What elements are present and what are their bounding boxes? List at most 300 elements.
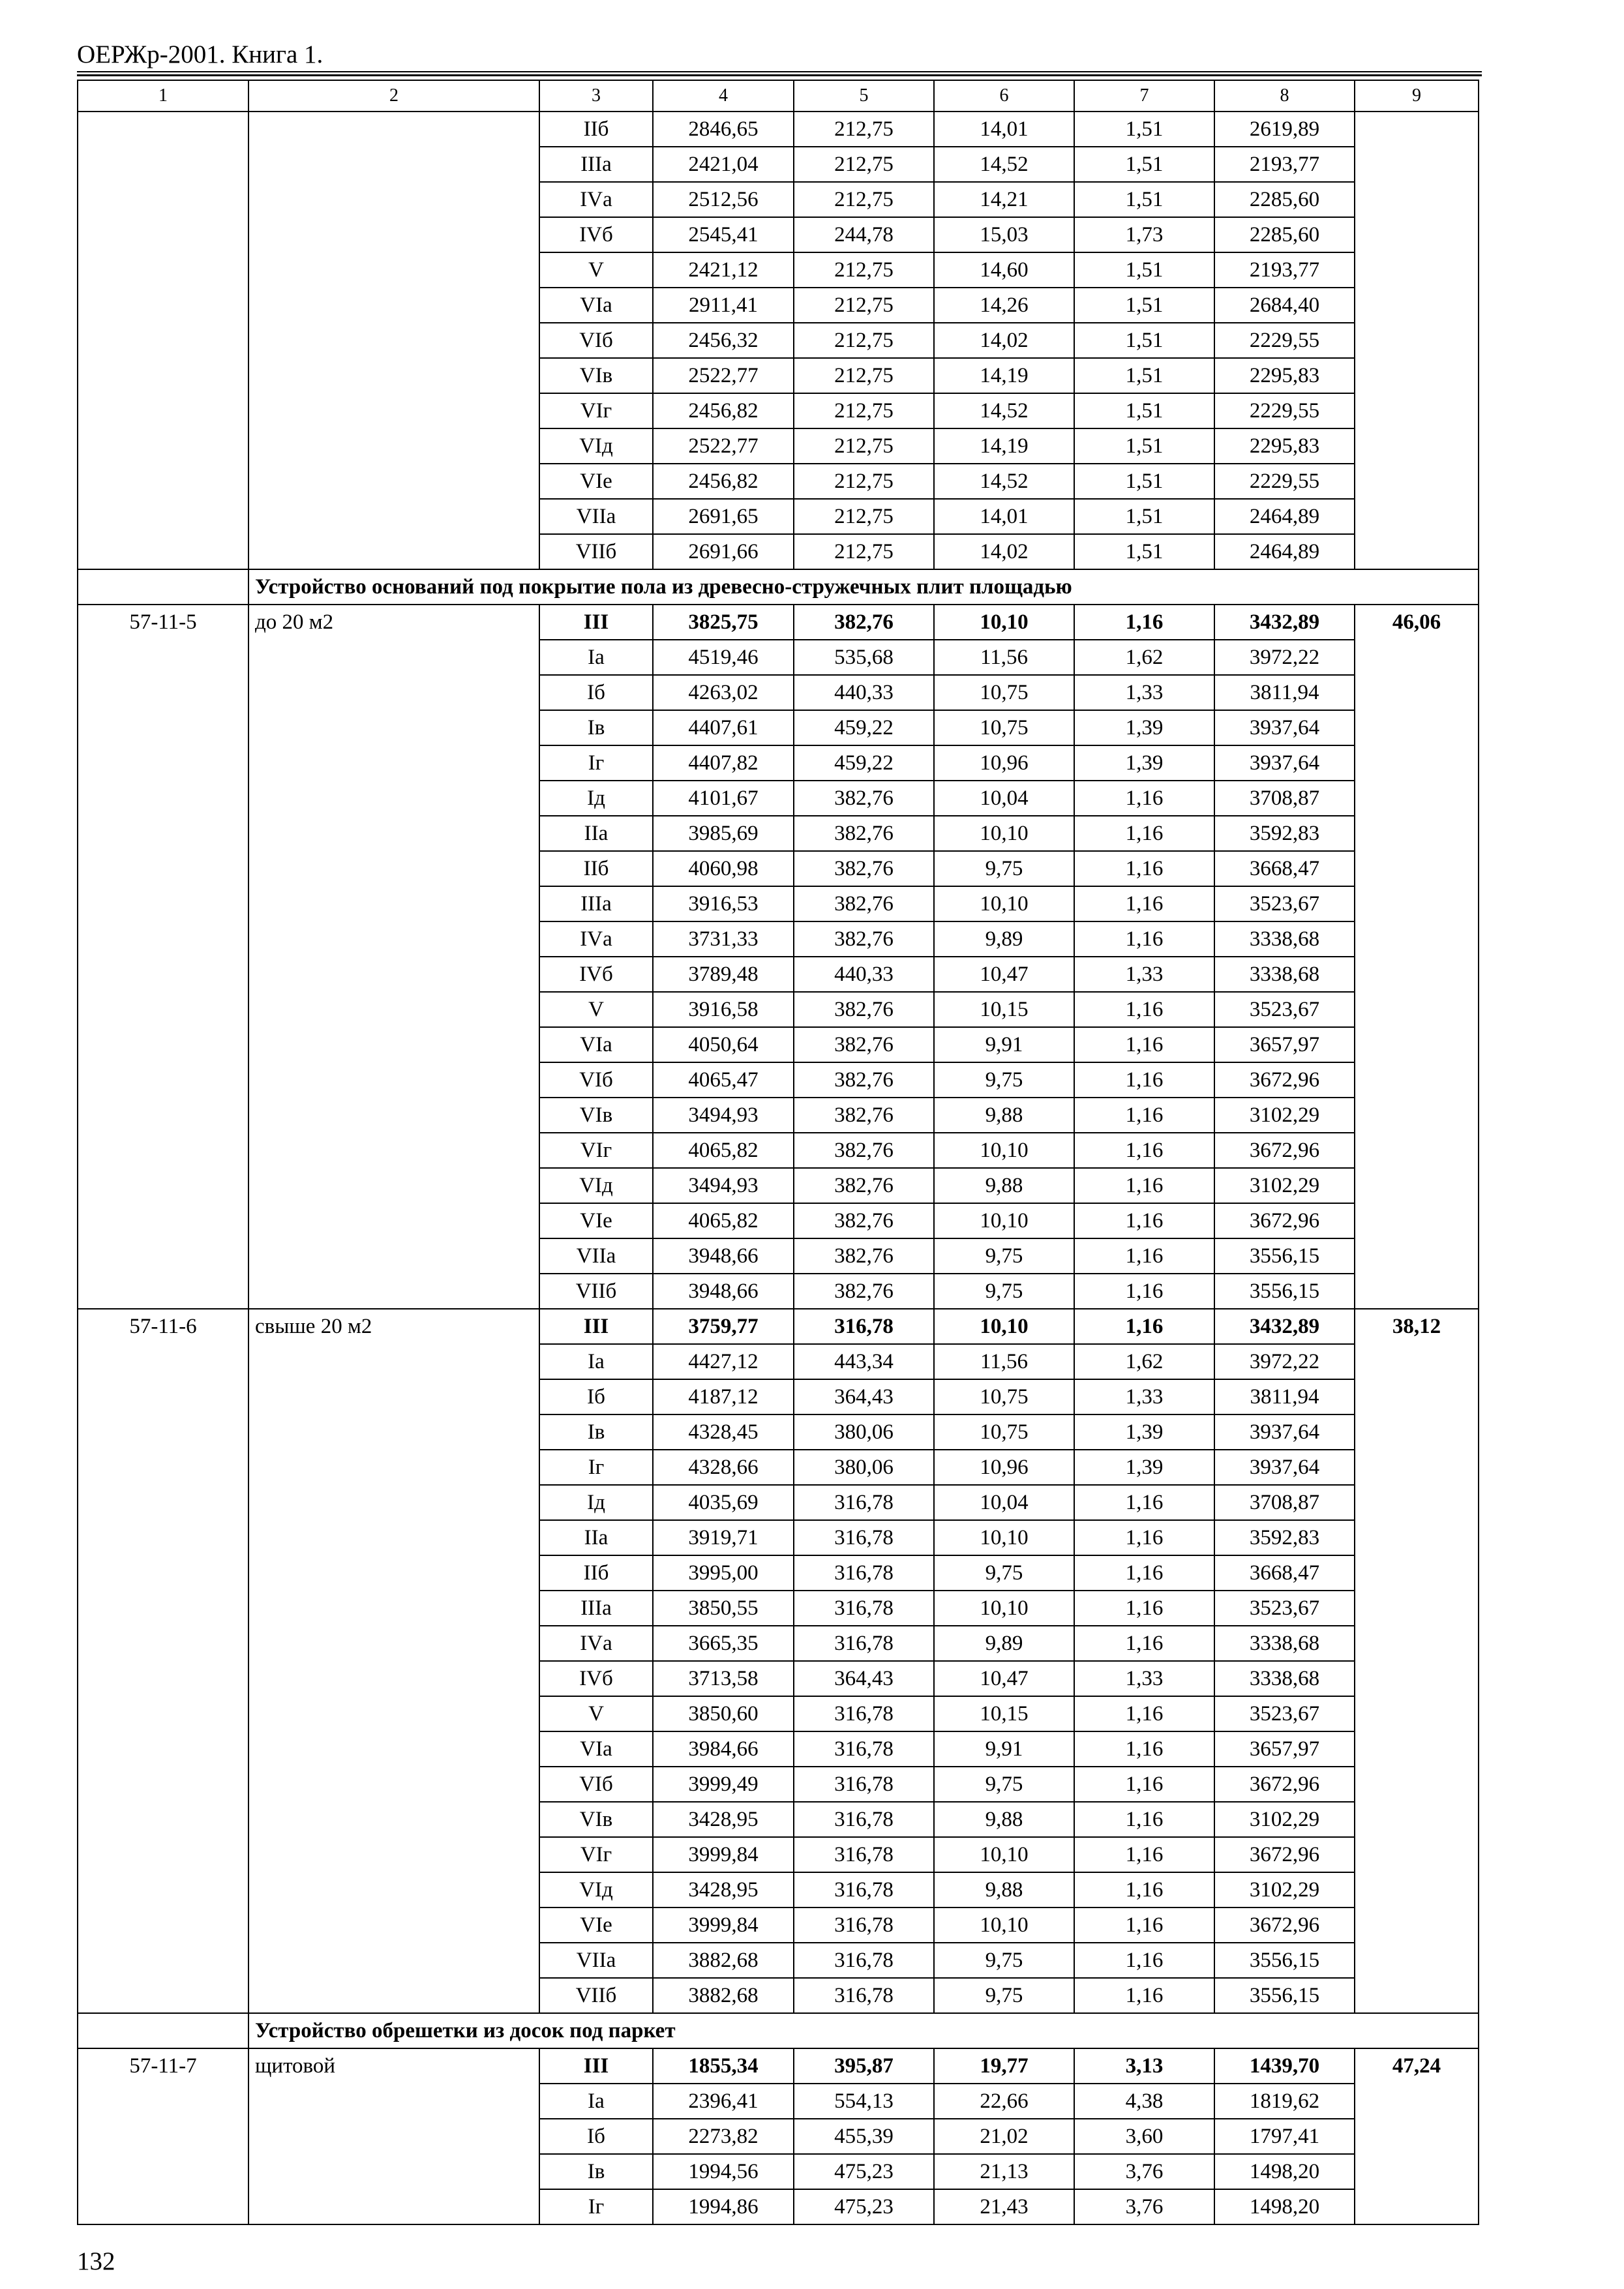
wages-cell: 316,78 (794, 1556, 935, 1591)
machines-cell: 14,02 (935, 323, 1075, 359)
zone-cell: Iб (540, 2119, 654, 2155)
materials-cell: 3556,15 (1215, 1239, 1355, 1274)
machines-cell: 10,75 (935, 1415, 1075, 1450)
machines-cell: 21,13 (935, 2155, 1075, 2190)
zone-cell: Iд (540, 781, 654, 816)
wages-cell: 382,76 (794, 993, 935, 1028)
machinist-wages-cell: 1,16 (1075, 1486, 1215, 1521)
machines-cell: 9,75 (935, 1556, 1075, 1591)
materials-cell: 3672,96 (1215, 1767, 1355, 1803)
direct-cost-cell: 3882,68 (654, 1943, 794, 1979)
wages-cell: 459,22 (794, 746, 935, 781)
wages-cell: 212,75 (794, 359, 935, 394)
wages-cell: 380,06 (794, 1450, 935, 1486)
wages-cell: 212,75 (794, 500, 935, 535)
materials-cell: 3556,15 (1215, 1274, 1355, 1309)
machines-cell: 9,88 (935, 1098, 1075, 1133)
materials-cell: 3972,22 (1215, 1345, 1355, 1380)
direct-cost-cell: 4065,82 (654, 1204, 794, 1239)
zone-cell: Iб (540, 676, 654, 711)
section-title: Устройство оснований под покрытие пола из древесно-стружечных плит площадью (249, 570, 1479, 605)
column-number-header: 6 (935, 81, 1075, 112)
materials-cell: 3672,96 (1215, 1063, 1355, 1098)
direct-cost-cell: 3731,33 (654, 922, 794, 957)
machinist-wages-cell: 3,13 (1075, 2049, 1215, 2084)
machinist-wages-cell: 1,51 (1075, 288, 1215, 323)
materials-cell: 3102,29 (1215, 1803, 1355, 1838)
materials-cell: 3937,64 (1215, 746, 1355, 781)
materials-cell: 2285,60 (1215, 218, 1355, 253)
wages-cell: 212,75 (794, 288, 935, 323)
wages-cell: 459,22 (794, 711, 935, 746)
zone-cell: IVб (540, 218, 654, 253)
zone-cell: IIIа (540, 1591, 654, 1626)
labor-cost-cell: 46,06 (1355, 605, 1479, 1309)
machines-cell: 10,10 (935, 887, 1075, 922)
materials-cell: 3592,83 (1215, 816, 1355, 852)
materials-cell: 2464,89 (1215, 500, 1355, 535)
materials-cell: 1797,41 (1215, 2119, 1355, 2155)
machines-cell: 10,75 (935, 711, 1075, 746)
machinist-wages-cell: 1,51 (1075, 112, 1215, 147)
materials-cell: 3937,64 (1215, 711, 1355, 746)
labor-cost-cell (1355, 112, 1479, 570)
machines-cell: 10,75 (935, 1380, 1075, 1415)
direct-cost-cell: 2691,66 (654, 535, 794, 570)
zone-cell: VIIб (540, 535, 654, 570)
materials-cell: 3672,96 (1215, 1133, 1355, 1169)
machines-cell: 10,96 (935, 1450, 1075, 1486)
machinist-wages-cell: 1,51 (1075, 183, 1215, 218)
machinist-wages-cell: 1,16 (1075, 1626, 1215, 1662)
direct-cost-cell: 3428,95 (654, 1803, 794, 1838)
direct-cost-cell: 3494,93 (654, 1098, 794, 1133)
direct-cost-cell: 4407,82 (654, 746, 794, 781)
zone-cell: IIб (540, 112, 654, 147)
code-cell: 57-11-7 (78, 2049, 249, 2225)
machines-cell: 22,66 (935, 2084, 1075, 2119)
materials-cell: 2619,89 (1215, 112, 1355, 147)
direct-cost-cell: 3789,48 (654, 957, 794, 993)
direct-cost-cell: 2456,32 (654, 323, 794, 359)
machinist-wages-cell: 1,16 (1075, 1803, 1215, 1838)
machines-cell: 9,75 (935, 1979, 1075, 2014)
machinist-wages-cell: 1,16 (1075, 1732, 1215, 1767)
direct-cost-cell: 3999,84 (654, 1838, 794, 1873)
document-title: ОЕРЖр-2001. Книга 1. (77, 40, 323, 68)
materials-cell: 3432,89 (1215, 1309, 1355, 1345)
zone-cell: III (540, 1309, 654, 1345)
direct-cost-cell: 3850,55 (654, 1591, 794, 1626)
machines-cell: 10,10 (935, 1521, 1075, 1556)
zone-cell: IVа (540, 922, 654, 957)
zone-cell: IVб (540, 1662, 654, 1697)
wages-cell: 316,78 (794, 1873, 935, 1908)
machines-cell: 9,88 (935, 1169, 1075, 1204)
machines-cell: 9,89 (935, 922, 1075, 957)
wages-cell: 316,78 (794, 1591, 935, 1626)
column-number-header: 5 (794, 81, 935, 112)
machinist-wages-cell: 1,62 (1075, 640, 1215, 676)
direct-cost-cell: 3919,71 (654, 1521, 794, 1556)
direct-cost-cell: 3916,58 (654, 993, 794, 1028)
materials-cell: 3523,67 (1215, 1591, 1355, 1626)
direct-cost-cell: 2456,82 (654, 394, 794, 429)
machinist-wages-cell: 1,16 (1075, 1943, 1215, 1979)
machinist-wages-cell: 1,16 (1075, 1239, 1215, 1274)
direct-cost-cell: 4065,82 (654, 1133, 794, 1169)
machines-cell: 14,19 (935, 429, 1075, 464)
wages-cell: 316,78 (794, 1521, 935, 1556)
wages-cell: 316,78 (794, 1803, 935, 1838)
machinist-wages-cell: 1,16 (1075, 1521, 1215, 1556)
direct-cost-cell: 2545,41 (654, 218, 794, 253)
machines-cell: 10,10 (935, 1133, 1075, 1169)
machinist-wages-cell: 1,16 (1075, 1274, 1215, 1309)
description-cell: до 20 м2 (249, 605, 540, 1309)
machinist-wages-cell: 1,16 (1075, 1873, 1215, 1908)
column-number-header: 7 (1075, 81, 1215, 112)
machines-cell: 9,75 (935, 1943, 1075, 1979)
materials-cell: 3432,89 (1215, 605, 1355, 640)
machines-cell: 14,01 (935, 112, 1075, 147)
zone-cell: V (540, 253, 654, 288)
machines-cell: 9,75 (935, 1767, 1075, 1803)
machines-cell: 11,56 (935, 1345, 1075, 1380)
direct-cost-cell: 4035,69 (654, 1486, 794, 1521)
machinist-wages-cell: 1,16 (1075, 993, 1215, 1028)
column-number-header: 3 (540, 81, 654, 112)
wages-cell: 212,75 (794, 112, 935, 147)
machines-cell: 10,10 (935, 605, 1075, 640)
zone-cell: IIIа (540, 147, 654, 183)
materials-cell: 2295,83 (1215, 429, 1355, 464)
machinist-wages-cell: 1,16 (1075, 781, 1215, 816)
materials-cell: 1819,62 (1215, 2084, 1355, 2119)
zone-cell: IVа (540, 183, 654, 218)
materials-cell: 3338,68 (1215, 1662, 1355, 1697)
direct-cost-cell: 4427,12 (654, 1345, 794, 1380)
page-number: 132 (77, 2247, 115, 2275)
wages-cell: 316,78 (794, 1838, 935, 1873)
machinist-wages-cell: 3,76 (1075, 2155, 1215, 2190)
wages-cell: 382,76 (794, 1169, 935, 1204)
direct-cost-cell: 4263,02 (654, 676, 794, 711)
direct-cost-cell: 3759,77 (654, 1309, 794, 1345)
wages-cell: 212,75 (794, 183, 935, 218)
materials-cell: 3668,47 (1215, 852, 1355, 887)
materials-cell: 3657,97 (1215, 1732, 1355, 1767)
wages-cell: 212,75 (794, 147, 935, 183)
materials-cell: 3592,83 (1215, 1521, 1355, 1556)
direct-cost-cell: 4519,46 (654, 640, 794, 676)
direct-cost-cell: 4050,64 (654, 1028, 794, 1063)
machinist-wages-cell: 1,39 (1075, 1450, 1215, 1486)
machinist-wages-cell: 1,16 (1075, 852, 1215, 887)
machines-cell: 14,19 (935, 359, 1075, 394)
machines-cell: 10,96 (935, 746, 1075, 781)
machines-cell: 10,15 (935, 1697, 1075, 1732)
direct-cost-cell: 2396,41 (654, 2084, 794, 2119)
direct-cost-cell: 3494,93 (654, 1169, 794, 1204)
direct-cost-cell: 4065,47 (654, 1063, 794, 1098)
wages-cell: 440,33 (794, 957, 935, 993)
wages-cell: 316,78 (794, 1486, 935, 1521)
zone-cell: VIIб (540, 1979, 654, 2014)
zone-cell: VIг (540, 1133, 654, 1169)
column-number-header: 2 (249, 81, 540, 112)
zone-cell: VIIа (540, 500, 654, 535)
materials-cell: 2229,55 (1215, 464, 1355, 500)
zone-cell: Iа (540, 2084, 654, 2119)
materials-cell: 3556,15 (1215, 1943, 1355, 1979)
wages-cell: 382,76 (794, 1028, 935, 1063)
direct-cost-cell: 2691,65 (654, 500, 794, 535)
column-number-header: 8 (1215, 81, 1355, 112)
materials-cell: 3672,96 (1215, 1838, 1355, 1873)
zone-cell: Iв (540, 711, 654, 746)
header-rule-thick (77, 74, 1482, 76)
wages-cell: 382,76 (794, 1274, 935, 1309)
machines-cell: 15,03 (935, 218, 1075, 253)
machinist-wages-cell: 1,16 (1075, 922, 1215, 957)
zone-cell: III (540, 605, 654, 640)
machines-cell: 14,26 (935, 288, 1075, 323)
machinist-wages-cell: 1,16 (1075, 1133, 1215, 1169)
zone-cell: VIд (540, 1169, 654, 1204)
direct-cost-cell: 3713,58 (654, 1662, 794, 1697)
machines-cell: 9,75 (935, 1239, 1075, 1274)
section-spacer-cell (78, 570, 249, 605)
direct-cost-cell: 3850,60 (654, 1697, 794, 1732)
direct-cost-cell: 2512,56 (654, 183, 794, 218)
zone-cell: IVб (540, 957, 654, 993)
zone-cell: Iб (540, 1380, 654, 1415)
machinist-wages-cell: 1,51 (1075, 500, 1215, 535)
zone-cell: VIе (540, 1204, 654, 1239)
machinist-wages-cell: 1,51 (1075, 464, 1215, 500)
machines-cell: 9,88 (935, 1803, 1075, 1838)
materials-cell: 2464,89 (1215, 535, 1355, 570)
wages-cell: 316,78 (794, 1697, 935, 1732)
materials-cell: 3708,87 (1215, 1486, 1355, 1521)
machinist-wages-cell: 1,16 (1075, 1697, 1215, 1732)
direct-cost-cell: 2846,65 (654, 112, 794, 147)
machines-cell: 10,75 (935, 676, 1075, 711)
machines-cell: 9,75 (935, 852, 1075, 887)
direct-cost-cell: 1855,34 (654, 2049, 794, 2084)
wages-cell: 316,78 (794, 1979, 935, 2014)
zone-cell: VIIб (540, 1274, 654, 1309)
machinist-wages-cell: 1,16 (1075, 1063, 1215, 1098)
zone-cell: VIд (540, 1873, 654, 1908)
machines-cell: 10,15 (935, 993, 1075, 1028)
machinist-wages-cell: 1,16 (1075, 1591, 1215, 1626)
machines-cell: 14,02 (935, 535, 1075, 570)
materials-cell: 2684,40 (1215, 288, 1355, 323)
zone-cell: VIIа (540, 1943, 654, 1979)
machines-cell: 10,10 (935, 1309, 1075, 1345)
zone-cell: VIб (540, 1063, 654, 1098)
materials-cell: 3972,22 (1215, 640, 1355, 676)
zone-cell: V (540, 993, 654, 1028)
zone-cell: IVа (540, 1626, 654, 1662)
materials-cell: 2193,77 (1215, 147, 1355, 183)
zone-cell: Iв (540, 2155, 654, 2190)
wages-cell: 535,68 (794, 640, 935, 676)
zone-cell: VIв (540, 1803, 654, 1838)
machinist-wages-cell: 1,16 (1075, 1309, 1215, 1345)
column-number-header: 9 (1355, 81, 1479, 112)
wages-cell: 382,76 (794, 816, 935, 852)
materials-cell: 2229,55 (1215, 323, 1355, 359)
direct-cost-cell: 2421,04 (654, 147, 794, 183)
wages-cell: 475,23 (794, 2155, 935, 2190)
machines-cell: 14,52 (935, 394, 1075, 429)
machinist-wages-cell: 1,16 (1075, 1979, 1215, 2014)
code-cell (78, 112, 249, 570)
direct-cost-cell: 3985,69 (654, 816, 794, 852)
section-title: Устройство обрешетки из досок под паркет (249, 2014, 1479, 2049)
machinist-wages-cell: 1,16 (1075, 1556, 1215, 1591)
description-cell: свыше 20 м2 (249, 1309, 540, 2014)
column-number-header: 4 (654, 81, 794, 112)
machines-cell: 9,91 (935, 1028, 1075, 1063)
materials-cell: 3523,67 (1215, 993, 1355, 1028)
wages-cell: 212,75 (794, 253, 935, 288)
materials-cell: 3523,67 (1215, 887, 1355, 922)
column-number-header: 1 (78, 81, 249, 112)
machines-cell: 14,21 (935, 183, 1075, 218)
machines-cell: 10,10 (935, 816, 1075, 852)
machines-cell: 10,47 (935, 1662, 1075, 1697)
description-cell: щитовой (249, 2049, 540, 2225)
wages-cell: 380,06 (794, 1415, 935, 1450)
direct-cost-cell: 3916,53 (654, 887, 794, 922)
machinist-wages-cell: 3,76 (1075, 2190, 1215, 2225)
direct-cost-cell: 2522,77 (654, 429, 794, 464)
materials-cell: 3672,96 (1215, 1908, 1355, 1943)
zone-cell: V (540, 1697, 654, 1732)
direct-cost-cell: 4187,12 (654, 1380, 794, 1415)
wages-cell: 316,78 (794, 1908, 935, 1943)
machines-cell: 14,60 (935, 253, 1075, 288)
zone-cell: IIб (540, 1556, 654, 1591)
wages-cell: 554,13 (794, 2084, 935, 2119)
machinist-wages-cell: 1,62 (1075, 1345, 1215, 1380)
code-cell: 57-11-5 (78, 605, 249, 1309)
zone-cell: VIб (540, 1767, 654, 1803)
materials-cell: 2193,77 (1215, 253, 1355, 288)
materials-cell: 3811,94 (1215, 676, 1355, 711)
materials-cell: 3102,29 (1215, 1169, 1355, 1204)
zone-cell: VIв (540, 1098, 654, 1133)
direct-cost-cell: 2522,77 (654, 359, 794, 394)
materials-cell: 3811,94 (1215, 1380, 1355, 1415)
machinist-wages-cell: 1,51 (1075, 253, 1215, 288)
zone-cell: Iг (540, 1450, 654, 1486)
machines-cell: 10,10 (935, 1908, 1075, 1943)
description-cell (249, 112, 540, 570)
materials-cell: 3338,68 (1215, 922, 1355, 957)
machinist-wages-cell: 1,51 (1075, 147, 1215, 183)
materials-cell: 1498,20 (1215, 2190, 1355, 2225)
zone-cell: VIг (540, 1838, 654, 1873)
direct-cost-cell: 3999,49 (654, 1767, 794, 1803)
direct-cost-cell: 3984,66 (654, 1732, 794, 1767)
materials-cell: 3102,29 (1215, 1098, 1355, 1133)
labor-cost-cell: 38,12 (1355, 1309, 1479, 2014)
zone-cell: VIа (540, 1732, 654, 1767)
direct-cost-cell: 1994,86 (654, 2190, 794, 2225)
materials-cell: 3672,96 (1215, 1204, 1355, 1239)
wages-cell: 316,78 (794, 1626, 935, 1662)
zone-cell: Iа (540, 1345, 654, 1380)
machinist-wages-cell: 1,16 (1075, 1204, 1215, 1239)
direct-cost-cell: 2421,12 (654, 253, 794, 288)
wages-cell: 212,75 (794, 429, 935, 464)
wages-cell: 382,76 (794, 922, 935, 957)
materials-cell: 1439,70 (1215, 2049, 1355, 2084)
direct-cost-cell: 2911,41 (654, 288, 794, 323)
wages-cell: 212,75 (794, 464, 935, 500)
materials-cell: 3338,68 (1215, 1626, 1355, 1662)
zone-cell: VIб (540, 323, 654, 359)
wages-cell: 316,78 (794, 1767, 935, 1803)
zone-cell: VIа (540, 1028, 654, 1063)
direct-cost-cell: 3995,00 (654, 1556, 794, 1591)
machinist-wages-cell: 1,33 (1075, 1380, 1215, 1415)
materials-cell: 3708,87 (1215, 781, 1355, 816)
zone-cell: VIг (540, 394, 654, 429)
machines-cell: 21,43 (935, 2190, 1075, 2225)
direct-cost-cell: 3882,68 (654, 1979, 794, 2014)
wages-cell: 382,76 (794, 1098, 935, 1133)
machines-cell: 14,01 (935, 500, 1075, 535)
wages-cell: 443,34 (794, 1345, 935, 1380)
machines-cell: 14,52 (935, 464, 1075, 500)
zone-cell: VIIа (540, 1239, 654, 1274)
machinist-wages-cell: 1,16 (1075, 1908, 1215, 1943)
zone-cell: Iг (540, 746, 654, 781)
zone-cell: III (540, 2049, 654, 2084)
zone-cell: VIе (540, 1908, 654, 1943)
machinist-wages-cell: 1,33 (1075, 1662, 1215, 1697)
machines-cell: 21,02 (935, 2119, 1075, 2155)
zone-cell: IIа (540, 1521, 654, 1556)
header-rule-thin (77, 71, 1482, 72)
direct-cost-cell: 3948,66 (654, 1274, 794, 1309)
wages-cell: 382,76 (794, 605, 935, 640)
machinist-wages-cell: 1,33 (1075, 957, 1215, 993)
machinist-wages-cell: 1,51 (1075, 394, 1215, 429)
wages-cell: 382,76 (794, 1204, 935, 1239)
direct-cost-cell: 4060,98 (654, 852, 794, 887)
wages-cell: 382,76 (794, 1239, 935, 1274)
machinist-wages-cell: 1,39 (1075, 746, 1215, 781)
zone-cell: VIд (540, 429, 654, 464)
machines-cell: 19,77 (935, 2049, 1075, 2084)
machinist-wages-cell: 1,16 (1075, 1098, 1215, 1133)
direct-cost-cell: 4101,67 (654, 781, 794, 816)
wages-cell: 475,23 (794, 2190, 935, 2225)
wages-cell: 212,75 (794, 323, 935, 359)
wages-cell: 382,76 (794, 887, 935, 922)
materials-cell: 2229,55 (1215, 394, 1355, 429)
machines-cell: 9,89 (935, 1626, 1075, 1662)
zone-cell: Iг (540, 2190, 654, 2225)
wages-cell: 316,78 (794, 1943, 935, 1979)
